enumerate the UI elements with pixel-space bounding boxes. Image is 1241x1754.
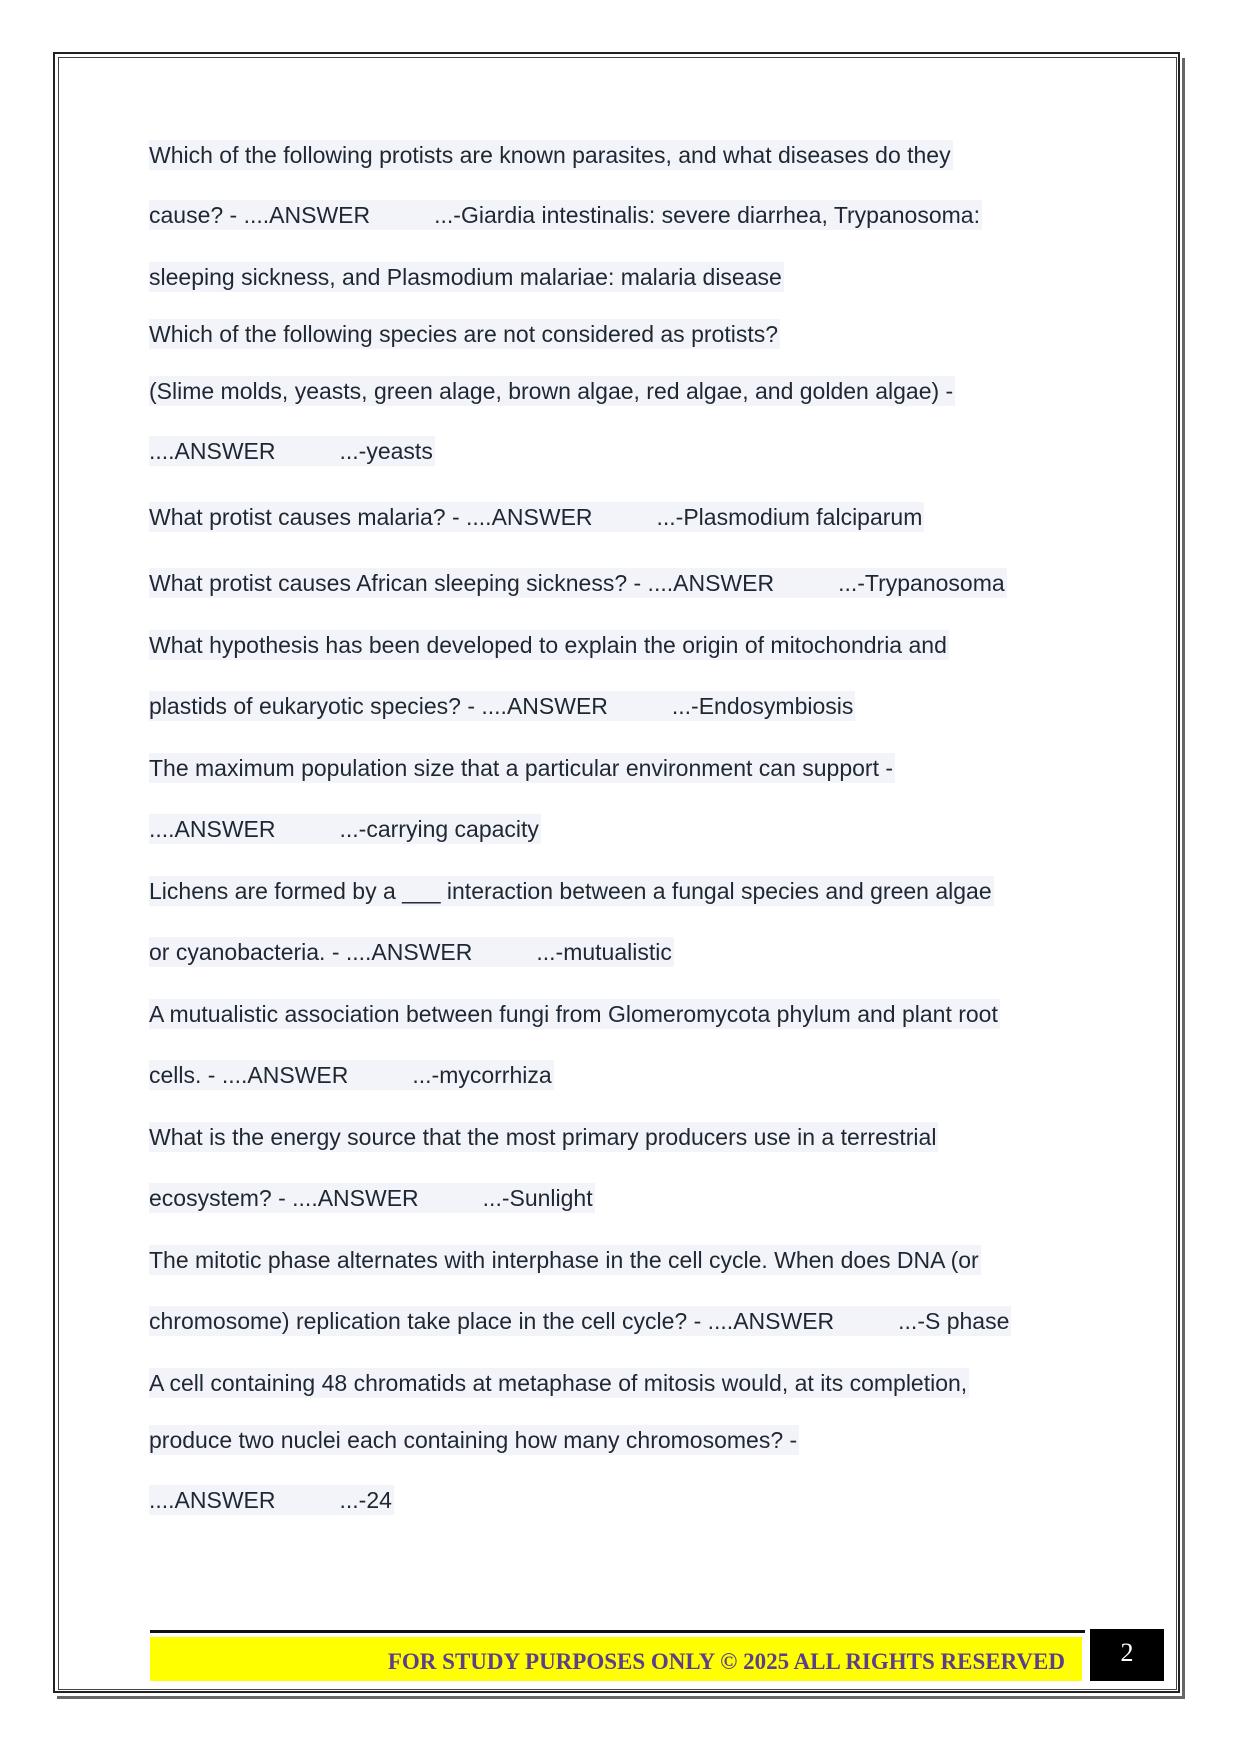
answer-text: ...-Sunlight [482,1185,593,1211]
question-text: ecosystem? - ....ANSWER [149,1185,419,1211]
answer-text: ...-Endosymbiosis [671,693,854,719]
qa-line [149,1306,1011,1336]
qa-line [149,1060,554,1090]
answer-text: ...-S phase [898,1308,1010,1334]
qa-line [149,502,924,532]
qa-line: sleeping sickness, and Plasmodium malariae: malaria disease [149,264,782,290]
answer-text: ...-carrying capacity [339,816,539,842]
footer-rule [150,1630,1085,1633]
qa-line: The maximum population size that a particular environment can support - [149,755,894,781]
question-text: ....ANSWER [149,1487,276,1513]
question-text: plastids of eukaryotic species? - ....ANSWER [149,693,608,719]
question-text: cause? - ....ANSWER [149,202,371,228]
question-text: cells. - ....ANSWER [149,1062,349,1088]
answer-text: ...-Trypanosoma [838,570,1005,596]
qa-line [149,937,674,967]
question-text: ....ANSWER [149,438,276,464]
question-text: What protist causes African sleeping sickness? - ....ANSWER [149,570,775,596]
qa-line [149,814,541,844]
footer-notice: FOR STUDY PURPOSES ONLY © 2025 ALL RIGHTS RESERVED [387,1649,1065,1674]
page-number: 2 [1090,1629,1164,1681]
answer-text: ...-mutualistic [536,939,672,965]
question-text: or cyanobacteria. - ....ANSWER [149,939,473,965]
qa-line: Lichens are formed by a ___ interaction between a fungal species and green algae [149,878,992,904]
qa-line: Which of the following species are not considered as protists? [149,321,778,347]
qa-line: Which of the following protists are known parasites, and what diseases do they [149,142,951,168]
qa-line [149,1183,595,1213]
answer-text: ...-24 [339,1487,392,1513]
qa-line: A cell containing 48 chromatids at metaphase of mitosis would, at its completion, [149,1370,968,1396]
answer-text: ...-yeasts [339,438,433,464]
qa-line [149,200,982,230]
question-text: ....ANSWER [149,816,276,842]
qa-line: produce two nuclei each containing how many chromosomes? - [149,1427,798,1453]
answer-text: ...-mycorrhiza [412,1062,552,1088]
qa-line [149,1485,394,1515]
qa-line: (Slime molds, yeasts, green alage, brown algae, red algae, and golden algae) - [149,378,954,404]
answer-text: ...-Giardia intestinalis: severe diarrhea, Trypanosoma: [434,202,980,228]
question-text: What protist causes malaria? - ....ANSWER [149,504,593,530]
qa-line [149,691,855,721]
qa-line: What is the energy source that the most primary producers use in a terrestrial [149,1124,937,1150]
qa-line: The mitotic phase alternates with interphase in the cell cycle. When does DNA (or [149,1247,979,1273]
qa-line [149,436,435,466]
qa-line: A mutualistic association between fungi from Glomeromycota phylum and plant root [149,1001,998,1027]
qa-line: What hypothesis has been developed to explain the origin of mitochondria and [149,632,947,658]
question-text: chromosome) replication take place in the cell cycle? - ....ANSWER [149,1308,835,1334]
qa-line [149,568,1007,598]
answer-text: ...-Plasmodium falciparum [656,504,923,530]
